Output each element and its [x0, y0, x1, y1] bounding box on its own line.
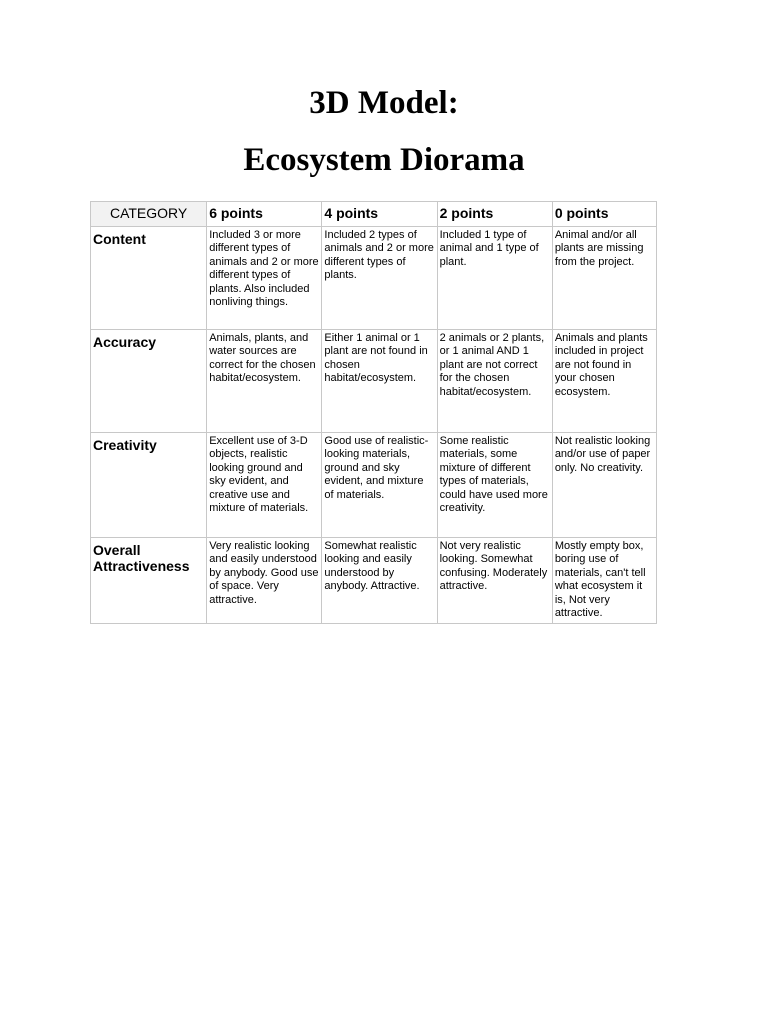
header-6-points: 6 points: [207, 202, 322, 227]
row-cell-2: Not very realistic looking. Somewhat confusing. Moderately attractive.: [437, 538, 552, 624]
table-row-accuracy: [91, 330, 657, 433]
row-cell-2: Some realistic materials, some mixture of different types of materials, could have used more creativity.: [437, 433, 552, 538]
row-cell-0: Not realistic looking and/or use of paper only. No creativity.: [552, 433, 656, 538]
row-cell-2: 2 animals or 2 plants, or 1 animal AND 1 plant are not correct for the chosen habitat/ecosystem.: [437, 330, 552, 433]
page-title-line2: Ecosystem Diorama: [243, 142, 525, 178]
row-cell-4: Somewhat realistic looking and easily understood by anybody. Attractive.: [322, 538, 437, 624]
row-cell-0: Animal and/or all plants are missing from the project.: [552, 227, 656, 330]
row-cell-6: Animals, plants, and water sources are correct for the chosen habitat/ecosystem.: [207, 330, 322, 433]
row-cell-0: Mostly empty box, boring use of materials, can't tell what ecosystem it is, Not very attractive.: [552, 538, 656, 624]
row-cell-6: Included 3 or more different types of animals and 2 or more different types of plants. Also included nonliving things.: [207, 227, 322, 330]
row-cell-2: Included 1 type of animal and 1 type of plant.: [437, 227, 552, 330]
table-row-content: [91, 227, 657, 330]
row-category: Creativity: [91, 433, 207, 538]
header-2-points: 2 points: [437, 202, 552, 227]
header-4-points: 4 points: [322, 202, 437, 227]
row-category: Accuracy: [91, 330, 207, 433]
row-cell-4: Good use of realistic-looking materials, ground and sky evident, and mixture of materials.: [322, 433, 437, 538]
row-category: Overall Attractiveness: [91, 538, 207, 624]
row-category: Content: [91, 227, 207, 330]
row-cell-0: Animals and plants included in project are not found in your chosen ecosystem.: [552, 330, 656, 433]
page-title-line1: 3D Model:: [309, 85, 459, 121]
row-cell-4: Either 1 animal or 1 plant are not found in chosen habitat/ecosystem.: [322, 330, 437, 433]
table-row-creativity: [91, 433, 657, 538]
table-header-row: [91, 202, 657, 227]
row-cell-6: Excellent use of 3-D objects, realistic looking ground and sky evident, and creative use and mixture of materials.: [207, 433, 322, 538]
row-cell-4: Included 2 types of animals and 2 or more different types of plants.: [322, 227, 437, 330]
table-row-overall-attractiveness: [91, 538, 657, 624]
header-category: CATEGORY: [91, 202, 207, 227]
rubric-table: [90, 201, 657, 624]
header-0-points: 0 points: [552, 202, 656, 227]
row-cell-6: Very realistic looking and easily understood by anybody. Good use of space. Very attractive.: [207, 538, 322, 624]
